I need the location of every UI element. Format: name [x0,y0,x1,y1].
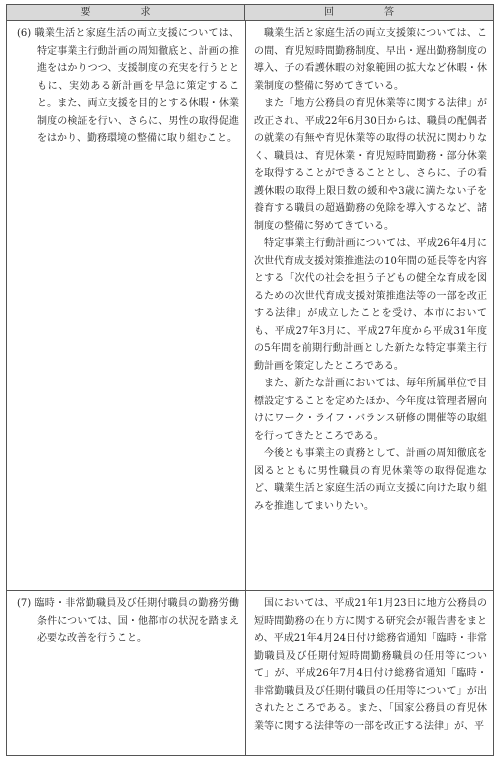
answer-paragraph: 国においては、平成21年1月23日に地方公務員の短時間勤務の在り方に関する研究会が報告書をまとめ、平成21年4月24日付け総務省通知「臨時・非常勤職員及び任期付短時間勤務職員の任用等について」が、平成26年7月4日付け総務省通知「臨時・非常勤職員及び任期付職員の任用等について」が出されたところである。また、「国家公務員の育児休業等に関する法律等の一部を改正する法律」が、平 [254,598,487,732]
answer-paragraph: 今後とも事業主の責務として、計画の周知徹底を図るとともに男性職員の育児休業等の取得促進など、職業生活と家庭生活の両立支援に向けた取り組みを推進してまいりたい。 [254,448,487,512]
answer-paragraph: 職業生活と家庭生活の両立支援策については、この間、育児短時間勤務制度、早出・遅出勤務制度の導入、子の看護休暇の対象範囲の拡大など休暇・休業制度の整備に努めてきている。 [254,28,487,92]
request-text: (6) 職業生活と家庭生活の両立支援については、特定事業主行動計画の周知徹底と、計画の推進をはかりつつ、支援制度の充実を行うとともに、実効ある新計画を早急に策定すること。また、両立支援を目的とする休暇・休業制度の検証を行い、さらに、男性の取得促進をはかり、勤務環境の整備に取り組むこと。 [17,28,239,144]
answer-cell-7 [246,592,493,735]
answer-cell-6 [246,22,493,515]
request-cell-7 [7,592,245,648]
request-cell-6 [7,22,245,148]
request-text: (7) 臨時・非常勤職員及び任期付職員の勤務労働条件については、国・他都市の状況を踏まえ必要な改善を行うこと。 [17,598,239,644]
answer-paragraph: また、新たな計画においては、毎年所属単位で目標設定することを定めたほか、今年度は管理者層向けにワーク・ライフ・バランス研修の開催等の取組を行ってきたところである。 [254,378,487,442]
answer-column-header: 回 答 [245,5,493,21]
row-divider [7,590,493,591]
answer-paragraph: また「地方公務員の育児休業等に関する法律」が改正され、平成22年6月30日からは、職員の配偶者の就業の有無や育児休業等の取得の状況に関わりなく、職員は、育児休業・育児短時間勤務・部分休業を取得することができることとし、さらに、子の看護休暇の取得上限日数の緩和や3歳に満たない子を養育する職員の超過勤務の免除を導入するなど、諸制度の整備に努めてきている。 [254,98,487,232]
reply-table [6,4,494,756]
request-column-header: 要 求 [7,5,245,21]
answer-paragraph: 特定事業主行動計画については、平成26年4月に次世代育成支援対策推進法の10年間の延長等を内容とする「次代の社会を担う子どもの健全な育成を図るための次世代育成支援対策推進法等の一部を改正する法律」が成立したことを受け、本市においても、平成27年3月に、平成27年度から平成31年度の5年間を前期行動計画とした新たな特定事業主行動計画を策定したところである。 [254,238,487,372]
